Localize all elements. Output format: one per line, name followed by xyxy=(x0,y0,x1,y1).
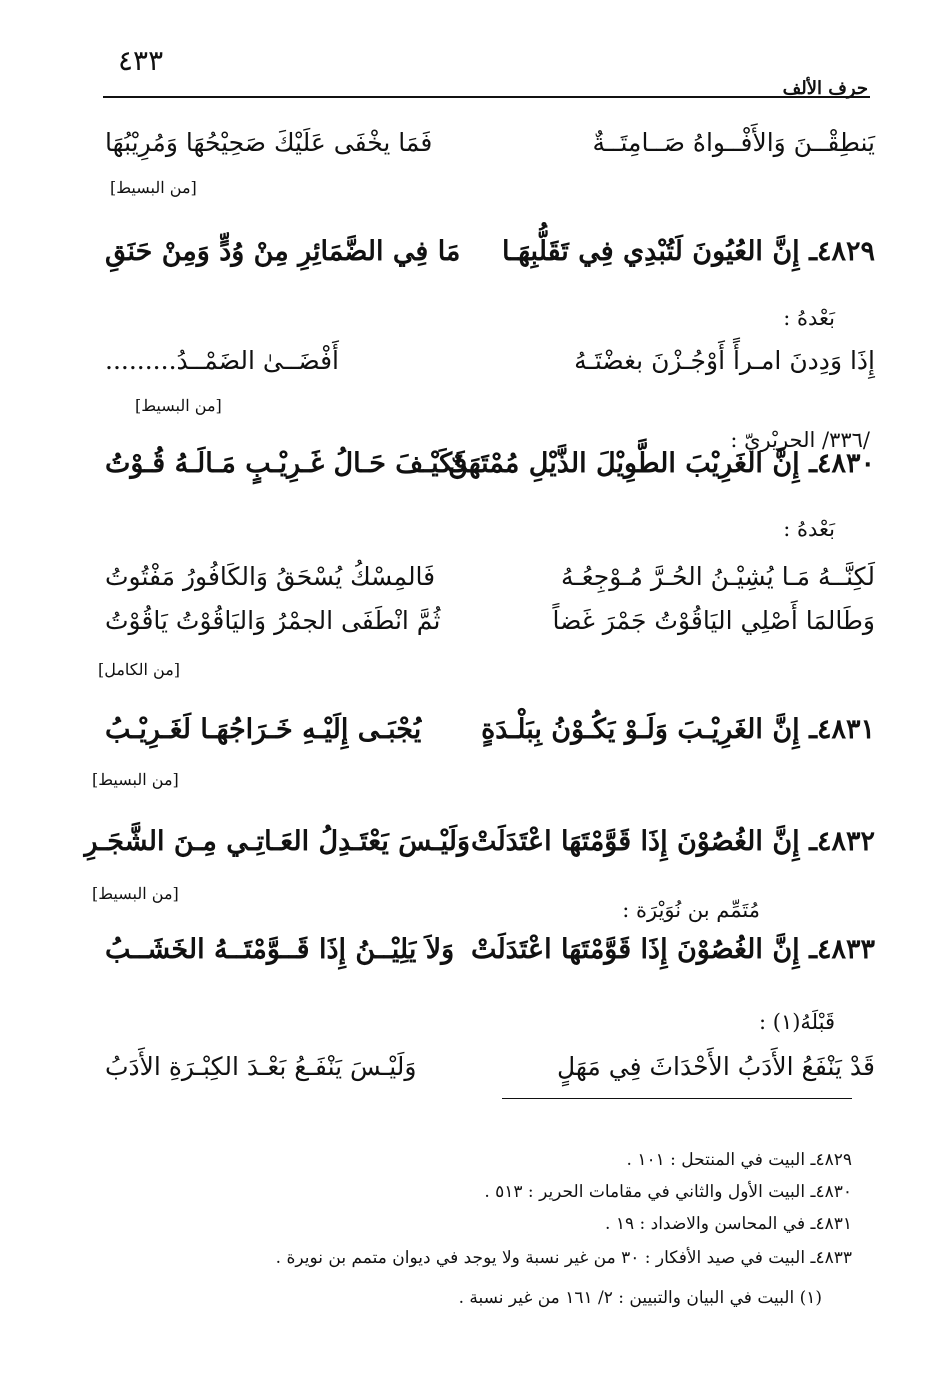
verse-right-hemistich: قَدْ يَنْفَعُ الأَدَبُ الأَحْدَاثَ فِي مَهَلٍ xyxy=(556,1052,875,1081)
verse-left-hemistich: وَلَيْـسَ يَنْفَـعُ بَعْـدَ الكِبْـرَةِ الأَدَبُ xyxy=(105,1052,417,1081)
verse-right-hemistich: إِذَا وَدِدنَ امـرأً أَوْجُـزْنَ بغضْتَـهُ xyxy=(574,346,875,375)
verse-row xyxy=(105,606,875,646)
intro-label: بَعْدهُ : xyxy=(783,306,835,330)
intro-label: /٣٣٦/ الحريْريّ : xyxy=(730,428,870,452)
verse-row xyxy=(105,714,875,756)
header-divider xyxy=(103,96,870,98)
verse-number: ٤٨٢٩ـ xyxy=(809,236,875,267)
verse-left-hemistich: فَمَا يخْفَى عَلَيْكَ صَحِيْحُهَا وَمُرِيْبُهَا xyxy=(105,128,433,157)
verse-left-hemistich: وَلاَ يَلِيْــنُ إِذَا قَــوَّمْتَــهُ الخَشَــبُ xyxy=(105,934,455,965)
verse-row xyxy=(84,826,875,868)
verse-number: ٤٨٣٠ـ xyxy=(809,448,875,479)
verse-row xyxy=(105,346,875,386)
page-number: ٤٣٣ xyxy=(118,44,164,77)
verse-right-hemistich: ٤٨٣١ـ إِنَّ الغَرِيْـبَ وَلَـوْ يَكُـوْنُ بِبَلْـدَةٍ xyxy=(481,714,875,745)
verse-right-hemistich: ٤٨٣٢ـ إِنَّ الغُصُوْنَ إِذَا قَوَّمْتَهَا اعْتَدَلَتْ xyxy=(470,826,875,857)
verse-left-hemistich: مَا فِي الضَّمَائِرِ مِنْ وُدٍّ وَمِنْ حَنَقِ xyxy=(105,236,461,267)
intro-label: بَعْدهُ : xyxy=(783,517,835,541)
intro-label: قَبْلَهُ(١) : xyxy=(758,1010,835,1034)
footnote: ٤٨٣٣ـ البيت في صيد الأفكار : ٣٠ من غير نسبة ولا يوجد في ديوان متمم بن نويرة . xyxy=(275,1248,852,1268)
verse-left-hemistich: ثُمَّ انْطَفَى الجمْرُ وَاليَاقُوْتُ يَاقُوْتُ xyxy=(105,606,441,635)
verse-left-hemistich: أَفْضَــىٰ الضَمْــدُ......... xyxy=(105,346,339,375)
meter-label: [من البسيط] xyxy=(110,178,197,197)
footnote: ٤٨٣١ـ في المحاسن والاضداد : ١٩ . xyxy=(605,1214,852,1234)
verse-left-hemistich: وَلَيْـسَ يَعْتَـدِلُ العَـاتِـي مِـنَ الشَّجَـرِ xyxy=(84,826,470,857)
meter-label: [من البسيط] xyxy=(92,884,179,903)
footnote: (١) البيت في البيان والتبيين : ٢/ ١٦١ من غير نسبة . xyxy=(458,1288,822,1308)
verse-left-hemistich: فَكَيْـفَ حَـالُ غَـرِيْـبٍ مَـالَـهُ قُـوْتُ xyxy=(105,448,468,479)
verse-number: ٤٨٣٢ـ xyxy=(809,826,875,857)
meter-label: [من الكامل] xyxy=(98,660,181,679)
verse-row xyxy=(105,128,875,168)
footnote-divider xyxy=(502,1098,852,1099)
running-header: حرف الألف xyxy=(782,78,868,99)
verse-row xyxy=(105,934,875,976)
verse-left-hemistich: فَالمِسْكُ يُسْحَقُ وَالكَافُورُ مَفْتُوتُ xyxy=(105,562,436,591)
footnote: ٤٨٣٠ـ البيت الأول والثاني في مقامات الحرير : ٥١٣ . xyxy=(484,1182,852,1202)
verse-right-hemistich: ٤٨٣٠ـ إِنَّ الغَرِيْبَ الطَّوِيْلَ الذَّيْلِ مُمْتَهَنٌ xyxy=(448,448,875,479)
verse-row xyxy=(105,562,875,602)
verse-right-hemistich: لَكِنَّــهُ مَـا يُشِيْـنُ الحُـرَّ مُـوْجِعُـهُ xyxy=(561,562,875,591)
verse-left-hemistich: يُجْبَـى إِلَيْـهِ خَـرَاجُهَـا لَغَـرِيْـبُ xyxy=(105,714,422,745)
meter-label: [من البسيط] xyxy=(135,396,222,415)
intro-label: مُتَمِّم بن نُوَيْرَة : xyxy=(622,898,760,922)
verse-row xyxy=(105,1052,875,1092)
verse-number: ٤٨٣١ـ xyxy=(809,714,875,745)
verse-right-hemistich: وَطَالمَا أَصْلِي اليَاقُوْتُ جَمْرَ غَضاً xyxy=(552,606,875,635)
meter-label: [من البسيط] xyxy=(92,770,179,789)
verse-right-hemistich: ٤٨٣٣ـ إِنَّ الغُصُوْنَ إِذَا قَوَّمْتَهَا اعْتَدَلَتْ xyxy=(470,934,875,965)
verse-right-hemistich: يَنطِقْــنَ وَالأَفْــواهُ صَــامِتَــةٌ xyxy=(592,128,875,157)
footnote: ٤٨٢٩ـ البيت في المنتحل : ١٠١ . xyxy=(626,1150,852,1170)
verse-row xyxy=(105,448,875,490)
verse-number: ٤٨٣٣ـ xyxy=(809,934,875,965)
verse-right-hemistich: ٤٨٢٩ـ إِنَّ العُيُونَ لَتُبْدِي فِي تَقَلُّبِهَـا xyxy=(501,236,875,267)
verse-row xyxy=(105,236,875,278)
